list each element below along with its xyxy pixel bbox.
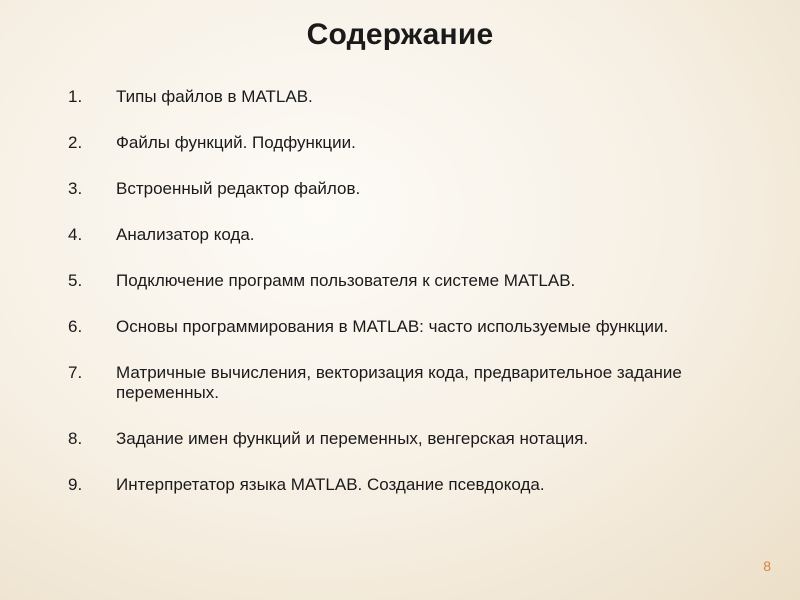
toc-item: [68, 133, 728, 153]
toc-item-text: Задание имен функций и переменных, венгерская нотация.: [116, 429, 589, 448]
toc-item-text: Типы файлов в MATLAB.: [116, 87, 313, 106]
toc-item: [68, 87, 728, 107]
toc-item-text: Основы программирования в MATLAB: часто используемые функции.: [116, 317, 669, 336]
toc-item-number: 3.: [68, 179, 83, 198]
toc-item-text: Интерпретатор языка MATLAB. Создание псевдокода.: [116, 475, 545, 494]
toc-item: [68, 429, 728, 449]
toc-item-text: Файлы функций. Подфункции.: [116, 133, 356, 152]
table-of-contents: [68, 87, 728, 521]
slide-title: Содержание: [306, 18, 494, 51]
toc-item-number: 8.: [68, 429, 83, 448]
toc-item-number: 2.: [68, 133, 83, 152]
toc-item-text: Анализатор кода.: [116, 225, 255, 244]
toc-item-text: Матричные вычисления, векторизация кода, предварительное задание переменных.: [116, 363, 682, 402]
toc-item-text: Подключение программ пользователя к системе MATLAB.: [116, 271, 576, 290]
toc-item: [68, 179, 728, 199]
toc-item: [68, 475, 728, 495]
toc-item-number: 9.: [68, 475, 83, 494]
toc-item-number: 1.: [68, 87, 83, 106]
page-number: 8: [763, 558, 771, 574]
toc-item-text: Встроенный редактор файлов.: [116, 179, 361, 198]
toc-item: [68, 317, 728, 337]
toc-item-number: 5.: [68, 271, 83, 290]
toc-item-number: 4.: [68, 225, 83, 244]
toc-item: [68, 363, 728, 403]
toc-item: [68, 271, 728, 291]
toc-item-number: 7.: [68, 363, 83, 382]
toc-item: [68, 225, 728, 245]
toc-item-number: 6.: [68, 317, 83, 336]
